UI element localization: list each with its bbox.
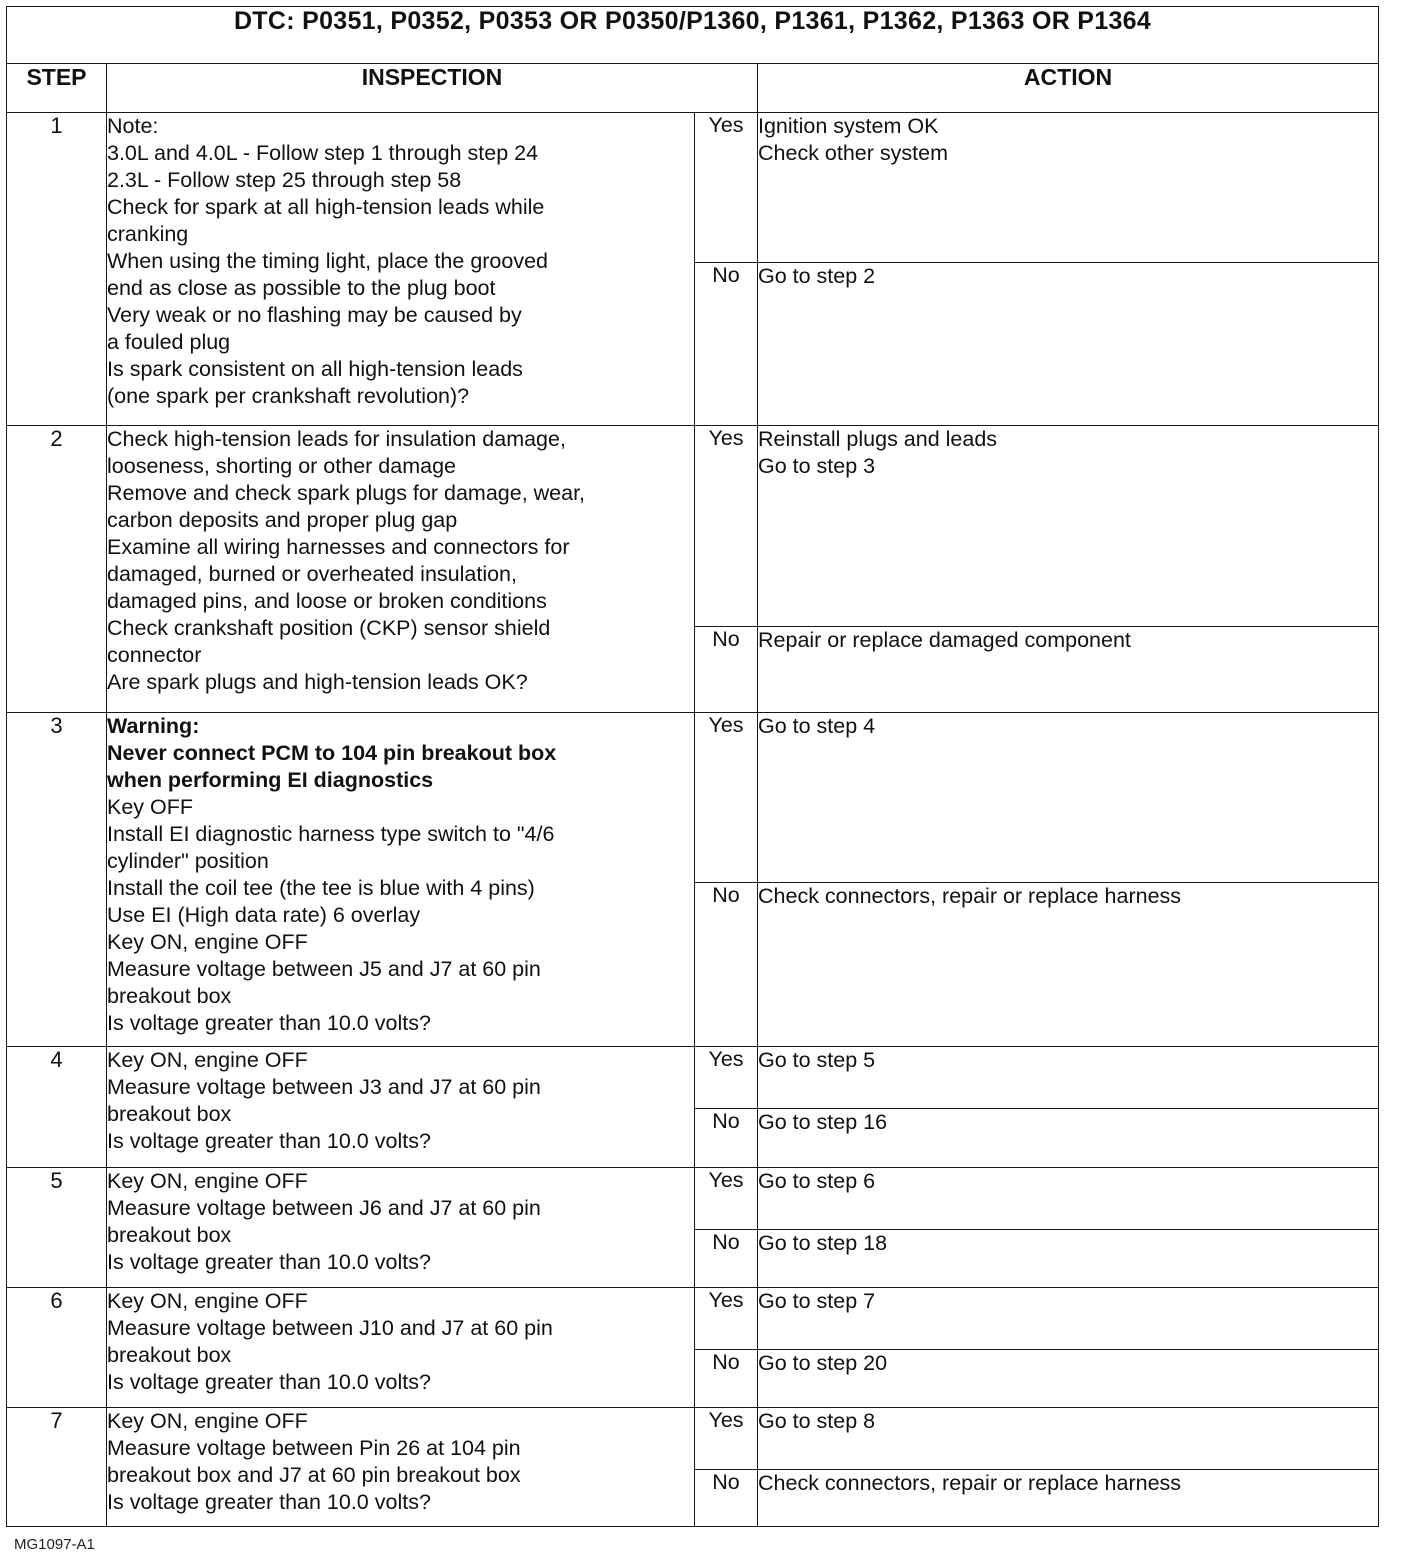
no-action bbox=[758, 263, 1379, 426]
text-line: damaged pins, and loose or broken conditions bbox=[107, 589, 547, 613]
yes-action bbox=[758, 713, 1379, 883]
text-line: Are spark plugs and high-tension leads OK? bbox=[107, 670, 528, 694]
inspection-cell bbox=[107, 713, 695, 1047]
table-row bbox=[7, 113, 1379, 263]
yes-label: Yes bbox=[695, 113, 758, 263]
text-line: Measure voltage between J6 and J7 at 60 pin bbox=[107, 1196, 541, 1220]
table-row bbox=[7, 1168, 1379, 1230]
text-line: Is voltage greater than 10.0 volts? bbox=[107, 1129, 431, 1153]
header-step: STEP bbox=[7, 64, 107, 113]
text-line: Measure voltage between J3 and J7 at 60 pin bbox=[107, 1075, 541, 1099]
text-line: Go to step 8 bbox=[758, 1409, 876, 1433]
text-line: connector bbox=[107, 643, 202, 667]
text-line: looseness, shorting or other damage bbox=[107, 454, 456, 478]
text-line: Go to step 7 bbox=[758, 1289, 876, 1313]
text-line: damaged, burned or overheated insulation, bbox=[107, 562, 517, 586]
text-line: Very weak or no flashing may be caused by bbox=[107, 303, 522, 327]
text-line: Go to step 5 bbox=[758, 1048, 876, 1072]
text-line: Check crankshaft position (CKP) sensor shield bbox=[107, 616, 551, 640]
dtc-table bbox=[6, 6, 1379, 1527]
step-number: 4 bbox=[7, 1047, 107, 1168]
text-line: Install the coil tee (the tee is blue with 4 pins) bbox=[107, 876, 535, 900]
text-line: Use EI (High data rate) 6 overlay bbox=[107, 903, 421, 927]
text-line: Go to step 4 bbox=[758, 714, 876, 738]
inspection-cell bbox=[107, 1168, 695, 1288]
text-line: Key ON, engine OFF bbox=[107, 1289, 308, 1313]
text-line: Go to step 2 bbox=[758, 264, 876, 288]
no-label: No bbox=[695, 883, 758, 1047]
step-number: 6 bbox=[7, 1288, 107, 1408]
step-number: 3 bbox=[7, 713, 107, 1047]
text-line: Key ON, engine OFF bbox=[107, 1048, 308, 1072]
no-action bbox=[758, 1350, 1379, 1408]
text-line: breakout box bbox=[107, 984, 232, 1008]
text-line: When using the timing light, place the grooved bbox=[107, 249, 549, 273]
no-label: No bbox=[695, 1350, 758, 1408]
text-line: Measure voltage between J5 and J7 at 60 pin bbox=[107, 957, 541, 981]
text-line: Examine all wiring harnesses and connectors for bbox=[107, 535, 570, 559]
inspection-cell bbox=[107, 1408, 695, 1527]
text-line: Key OFF bbox=[107, 795, 194, 819]
inspection-cell bbox=[107, 426, 695, 713]
table-row bbox=[7, 1408, 1379, 1470]
table-row bbox=[7, 713, 1379, 883]
text-line: Is spark consistent on all high-tension leads bbox=[107, 357, 523, 381]
text-line: Measure voltage between J10 and J7 at 60 pin bbox=[107, 1316, 553, 1340]
text-line: Go to step 6 bbox=[758, 1169, 876, 1193]
header-row bbox=[7, 64, 1379, 113]
text-line: Check connectors, repair or replace harness bbox=[758, 884, 1182, 908]
step-number: 5 bbox=[7, 1168, 107, 1288]
text-line: Go to step 16 bbox=[758, 1110, 888, 1134]
no-action bbox=[758, 883, 1379, 1047]
warning-line: Warning: bbox=[107, 714, 200, 738]
text-line: Key ON, engine OFF bbox=[107, 930, 308, 954]
warning-line: Never connect PCM to 104 pin breakout box bbox=[107, 741, 557, 765]
text-line: Is voltage greater than 10.0 volts? bbox=[107, 1490, 431, 1514]
text-line: cranking bbox=[107, 222, 189, 246]
no-label: No bbox=[695, 1230, 758, 1288]
text-line: Key ON, engine OFF bbox=[107, 1409, 308, 1433]
text-line: carbon deposits and proper plug gap bbox=[107, 508, 458, 532]
text-line: Go to step 18 bbox=[758, 1231, 888, 1255]
no-label: No bbox=[695, 627, 758, 713]
text-line: end as close as possible to the plug boot bbox=[107, 276, 496, 300]
table-row bbox=[7, 426, 1379, 627]
text-line: a fouled plug bbox=[107, 330, 231, 354]
yes-label: Yes bbox=[695, 1047, 758, 1109]
text-line: breakout box bbox=[107, 1223, 232, 1247]
text-line: Install EI diagnostic harness type switch to "4/6 bbox=[107, 822, 555, 846]
yes-action bbox=[758, 1047, 1379, 1109]
step-number: 2 bbox=[7, 426, 107, 713]
no-label: No bbox=[695, 1109, 758, 1168]
text-line: Go to step 3 bbox=[758, 454, 876, 478]
text-line: Repair or replace damaged component bbox=[758, 628, 1131, 652]
text-line: Measure voltage between Pin 26 at 104 pin bbox=[107, 1436, 521, 1460]
text-line: Check other system bbox=[758, 141, 948, 165]
text-line: Go to step 20 bbox=[758, 1351, 888, 1375]
text-line: Reinstall plugs and leads bbox=[758, 427, 998, 451]
title-row bbox=[7, 7, 1379, 64]
no-label: No bbox=[695, 263, 758, 426]
no-action bbox=[758, 627, 1379, 713]
yes-action bbox=[758, 113, 1379, 263]
yes-label: Yes bbox=[695, 1288, 758, 1350]
header-inspection: INSPECTION bbox=[107, 64, 758, 113]
text-line: 2.3L - Follow step 25 through step 58 bbox=[107, 168, 462, 192]
text-line: Check for spark at all high-tension leads while bbox=[107, 195, 545, 219]
no-label: No bbox=[695, 1470, 758, 1527]
text-line: Ignition system OK bbox=[758, 114, 939, 138]
figure-code: MG1097-A1 bbox=[14, 1536, 95, 1553]
step-number: 1 bbox=[7, 113, 107, 426]
yes-action bbox=[758, 1408, 1379, 1470]
text-line: Is voltage greater than 10.0 volts? bbox=[107, 1011, 431, 1035]
header-action: ACTION bbox=[758, 64, 1379, 113]
yes-action bbox=[758, 1168, 1379, 1230]
yes-action bbox=[758, 1288, 1379, 1350]
text-line: (one spark per crankshaft revolution)? bbox=[107, 384, 470, 408]
text-line: Is voltage greater than 10.0 volts? bbox=[107, 1250, 431, 1274]
table-row bbox=[7, 1288, 1379, 1350]
yes-label: Yes bbox=[695, 1408, 758, 1470]
yes-label: Yes bbox=[695, 426, 758, 627]
text-line: Is voltage greater than 10.0 volts? bbox=[107, 1370, 431, 1394]
inspection-cell bbox=[107, 113, 695, 426]
warning-line: when performing EI diagnostics bbox=[107, 768, 434, 792]
yes-action bbox=[758, 426, 1379, 627]
no-action bbox=[758, 1109, 1379, 1168]
text-line: breakout box bbox=[107, 1343, 232, 1367]
table-row bbox=[7, 1047, 1379, 1109]
text-line: 3.0L and 4.0L - Follow step 1 through step 24 bbox=[107, 141, 539, 165]
text-line: Key ON, engine OFF bbox=[107, 1169, 308, 1193]
table-body bbox=[7, 113, 1379, 1527]
no-action bbox=[758, 1230, 1379, 1288]
yes-label: Yes bbox=[695, 1168, 758, 1230]
text-line: cylinder" position bbox=[107, 849, 269, 873]
text-line: Check connectors, repair or replace harness bbox=[758, 1471, 1182, 1495]
step-number: 7 bbox=[7, 1408, 107, 1527]
inspection-cell bbox=[107, 1047, 695, 1168]
table-title: DTC: P0351, P0352, P0353 OR P0350/P1360, P1361, P1362, P1363 OR P1364 bbox=[7, 7, 1379, 64]
text-line: Note: bbox=[107, 114, 159, 138]
text-line: breakout box and J7 at 60 pin breakout box bbox=[107, 1463, 521, 1487]
text-line: breakout box bbox=[107, 1102, 232, 1126]
yes-label: Yes bbox=[695, 713, 758, 883]
no-action bbox=[758, 1470, 1379, 1527]
text-line: Check high-tension leads for insulation damage, bbox=[107, 427, 566, 451]
text-line: Remove and check spark plugs for damage, wear, bbox=[107, 481, 586, 505]
inspection-cell bbox=[107, 1288, 695, 1408]
